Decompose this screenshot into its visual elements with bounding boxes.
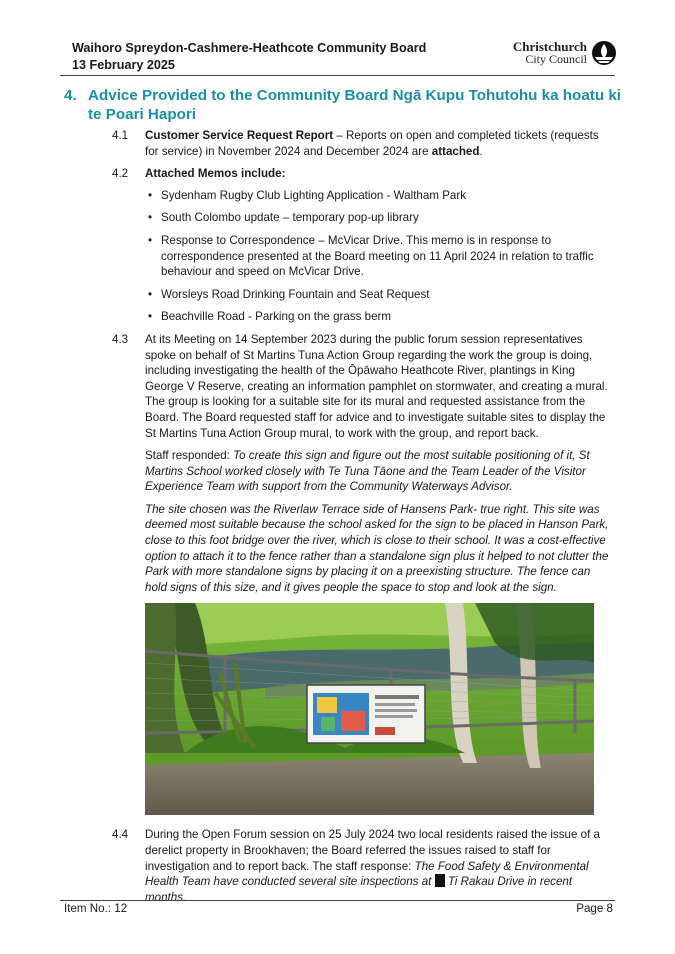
response-text: The Food Safety & Environmental Health Team have conducted several site inspections at	[145, 859, 589, 889]
footer-divider	[60, 900, 615, 901]
list-item: • Worsleys Road Drinking Fountain and Seat Request	[145, 287, 614, 303]
redaction-block	[435, 874, 445, 887]
mural-site-photo	[145, 603, 594, 815]
item-end: .	[479, 144, 483, 158]
section-number: 4.	[64, 87, 77, 104]
staff-response	[145, 448, 614, 495]
footer-page-number: Page 8	[576, 902, 613, 915]
item-heading: Attached Memos include:	[145, 167, 286, 181]
list-item: • Beachville Road - Parking on the grass berm	[145, 309, 614, 325]
council-emblem-icon	[591, 40, 617, 66]
item-number: 4.1	[112, 129, 129, 142]
section-title: Advice Provided to the Community Board Ngā Kupu Tohutohu ka hoatu ki te Poari Hapori	[88, 87, 621, 123]
list-item: • Response to Correspondence – McVicar Drive. This memo is in response to correspondence presented at the Board meeting on 11 April 2024 in relation to traffic behaviour and speed on McVicar Drive.	[145, 233, 614, 280]
item-4-4	[112, 827, 614, 905]
item-number: 4.3	[112, 332, 129, 346]
list-item: • South Colombo update – temporary pop-up library	[145, 210, 614, 226]
header-divider	[60, 75, 615, 76]
item-heading: Customer Service Request Report	[145, 129, 334, 142]
item-number: 4.2	[112, 167, 129, 181]
council-logo	[513, 40, 617, 66]
logo-line-1: Christchurch	[512, 39, 587, 54]
section-heading	[64, 86, 624, 124]
item-4-1	[112, 128, 614, 159]
item-4-3	[112, 332, 614, 816]
memo-list	[145, 188, 614, 325]
list-item: • Sydenham Rugby Club Lighting Application - Waltham Park	[145, 188, 614, 204]
item-text: At its Meeting on 14 September 2023 during the public forum session representatives spoke on behalf of St Martins Tuna Action Group regarding the work the group is doing, including investigating the health of the Ōpāwaho Heathcote River, plantings in King George V Reserve, creating an information pamphlet on stormwater, and creating a mural. The group is looking for a suitable site for its mural and requested assistance from the Board. The Board requested staff for advice and to investigate suitable sites to display the St Martins Tuna Action Group mural, to work with the group, and report back.	[145, 332, 608, 440]
document-body	[112, 128, 614, 912]
logo-line-2: City Council	[525, 52, 587, 66]
response-text-end: Ti Rakau Drive in recent months.	[145, 875, 573, 904]
document-header	[72, 40, 426, 74]
item-number: 4.4	[112, 828, 129, 842]
response-text: To create this sign and figure out the most suitable positioning of it, St Martins School worked closely with Te Tuna Tāone and the Team Leader of the Visitor Experience Team with support from the Community Waterways Advisor.	[145, 449, 590, 494]
item-text: During the Open Forum session on 25 July 2024 two local residents raised the issue of a derelict property in Brookhaven; the Board referred the issues raised to staff for investigation and to report back. The staff response:	[145, 828, 600, 873]
response-label: Staff responded:	[145, 449, 234, 463]
footer-item-number: Item No.: 12	[64, 902, 128, 915]
response-text-2: The site chosen was the Riverlaw Terrace side of Hansens Park- true right. This site was deemed most suitable because the school asked for the sign to be placed in Hanson Park, close to this foot bridge over the river, which is close to their school. It was a cost-effective option to attach it to the fence rather than a standalone sign plus it helped to not clutter the Park with more standalone signs by placing it on a preexisting structure. The fence can hold signs of this size, and it gives people the space to stop and look at the sign.	[145, 502, 609, 594]
item-4-2	[112, 166, 614, 325]
meeting-date: 13 February 2025	[72, 58, 175, 72]
item-text: – Reports on open and completed tickets (requests for service) in November 2024 and December 2024 are	[145, 129, 599, 158]
board-name: Waihoro Spreydon-Cashmere-Heathcote Community Board	[72, 41, 427, 55]
item-emphasis: attached	[431, 144, 480, 158]
staff-response-continued	[145, 502, 614, 596]
